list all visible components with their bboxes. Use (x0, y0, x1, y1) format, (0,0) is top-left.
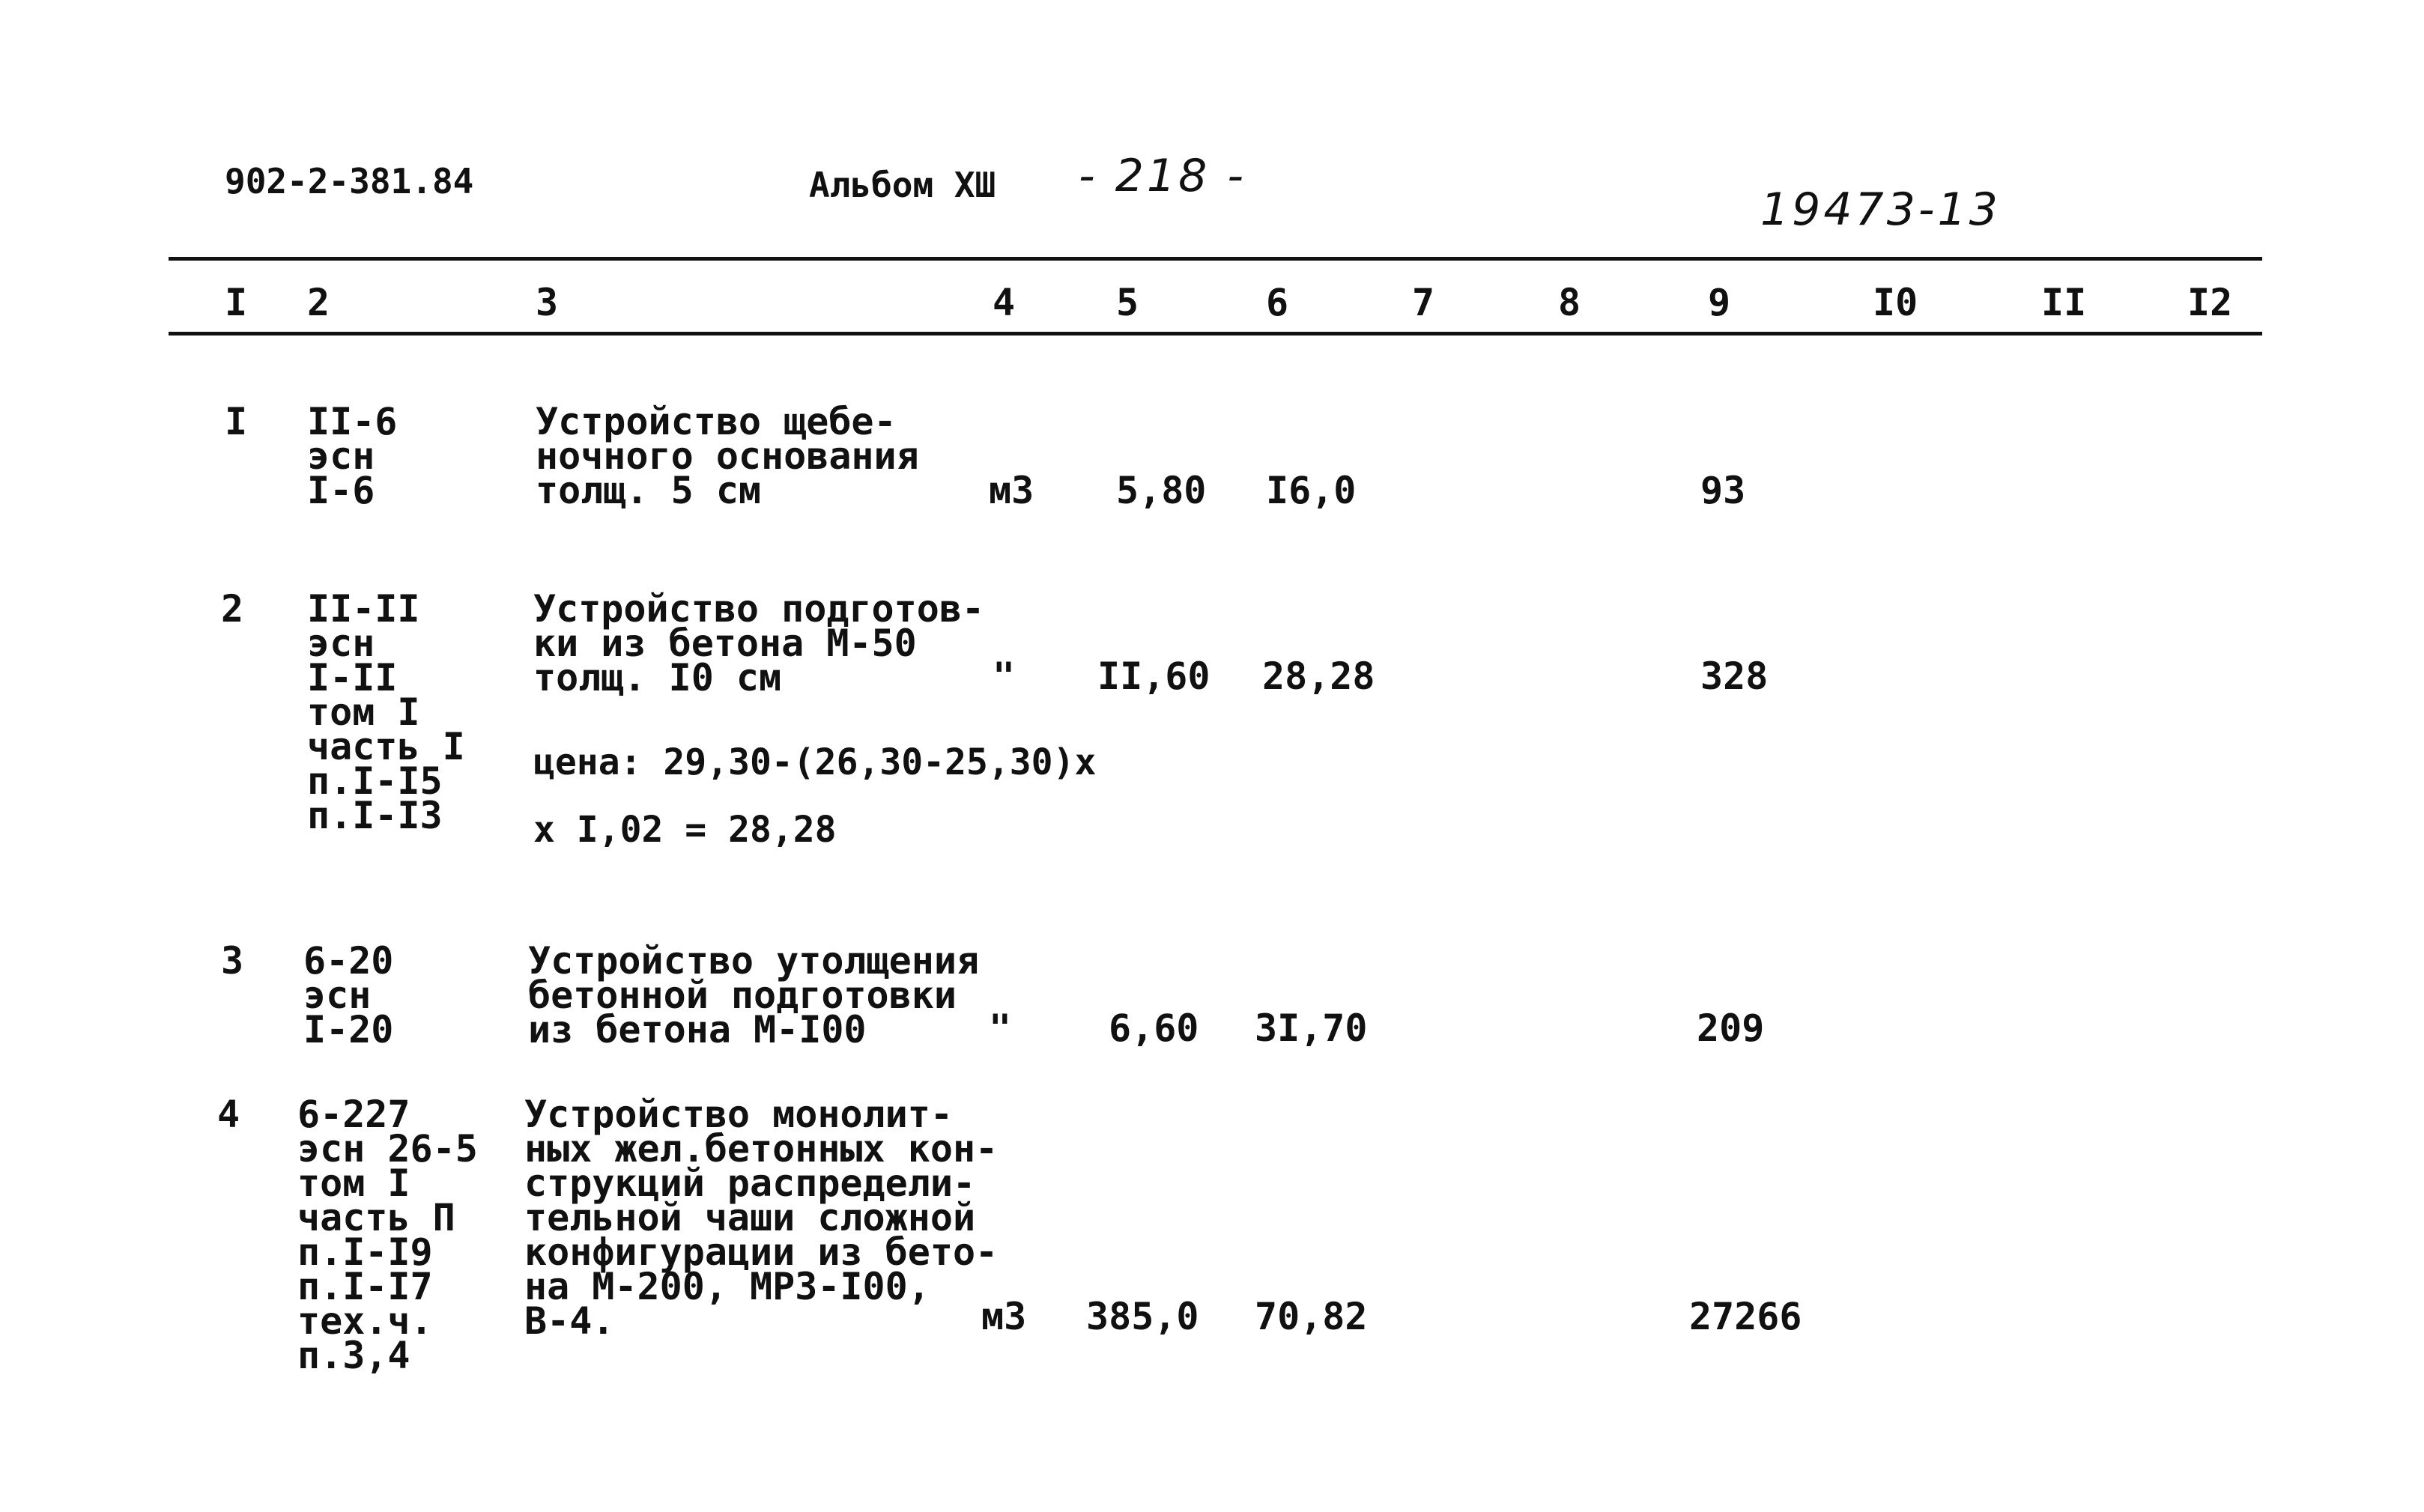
row-number: I (225, 400, 248, 443)
norm-code: 6-20 эсн I-20 (303, 939, 394, 1051)
row-number: 4 (217, 1093, 240, 1136)
total-cost: 328 (1700, 655, 1769, 698)
row-number: 2 (221, 587, 244, 631)
column-header: I2 (2187, 281, 2233, 324)
handwritten-number: 19473-13 (1760, 183, 2001, 236)
price-calculation-result: х I,02 = 28,28 (533, 809, 837, 851)
total-cost: 209 (1697, 1007, 1765, 1050)
column-header: 7 (1412, 281, 1435, 324)
work-description: Устройство монолит- ных жел.бетонных кон- струкций распредели- тельной чаши сложной конфигурации из бето- на М-200, МРЗ-I00, В-4. (524, 1093, 999, 1343)
column-header: I (225, 281, 248, 324)
quantity: 6,60 (1109, 1007, 1199, 1050)
unit-price: 70,82 (1255, 1295, 1368, 1338)
page-number: - 218 - (1079, 150, 1246, 202)
table-header-rule (169, 332, 2262, 336)
column-header: 3 (536, 281, 559, 324)
norm-code: II-II эсн I-II том I часть I п.I-I5 п.I-I3 (307, 587, 465, 837)
column-header: 9 (1708, 281, 1731, 324)
unit-price: I6,0 (1266, 469, 1357, 512)
unit: м3 (989, 469, 1034, 512)
quantity: II,60 (1097, 655, 1211, 698)
norm-code: II-6 эсн I-6 (307, 400, 398, 512)
norm-code: 6-227 эсн 26-5 том I часть П п.I-I9 п.I-I7 тех.ч. п.3,4 (297, 1093, 478, 1377)
row-number: 3 (221, 939, 244, 983)
column-header: 5 (1116, 281, 1139, 324)
column-header: 6 (1266, 281, 1289, 324)
total-cost: 27266 (1689, 1295, 1802, 1338)
quantity: 5,80 (1116, 469, 1207, 512)
document-code: 902-2-381.84 (225, 161, 474, 201)
quantity: 385,0 (1086, 1295, 1199, 1338)
price-calculation: цена: 29,30-(26,30-25,30)х (533, 741, 1097, 783)
album-label: Альбом XШ (809, 165, 996, 205)
work-description: Устройство подготов- ки из бетона М-50 толщ. I0 см (533, 587, 985, 699)
unit: м3 (981, 1295, 1027, 1338)
column-header: 4 (993, 281, 1016, 324)
total-cost: 93 (1700, 469, 1746, 512)
unit-price: 28,28 (1262, 655, 1375, 698)
column-header: II (2041, 281, 2087, 324)
work-description: Устройство щебе- ночного основания толщ. 5 см (536, 400, 919, 512)
unit-price: 3I,70 (1255, 1007, 1368, 1050)
unit-ditto: " (993, 655, 1016, 698)
column-header: 8 (1558, 281, 1581, 324)
table-top-rule (169, 257, 2262, 261)
work-description: Устройство утолщения бетонной подготовки из бетона М-I00 (528, 939, 980, 1051)
column-header: 2 (307, 281, 330, 324)
column-header: I0 (1873, 281, 1918, 324)
unit-ditto: " (989, 1007, 1012, 1050)
